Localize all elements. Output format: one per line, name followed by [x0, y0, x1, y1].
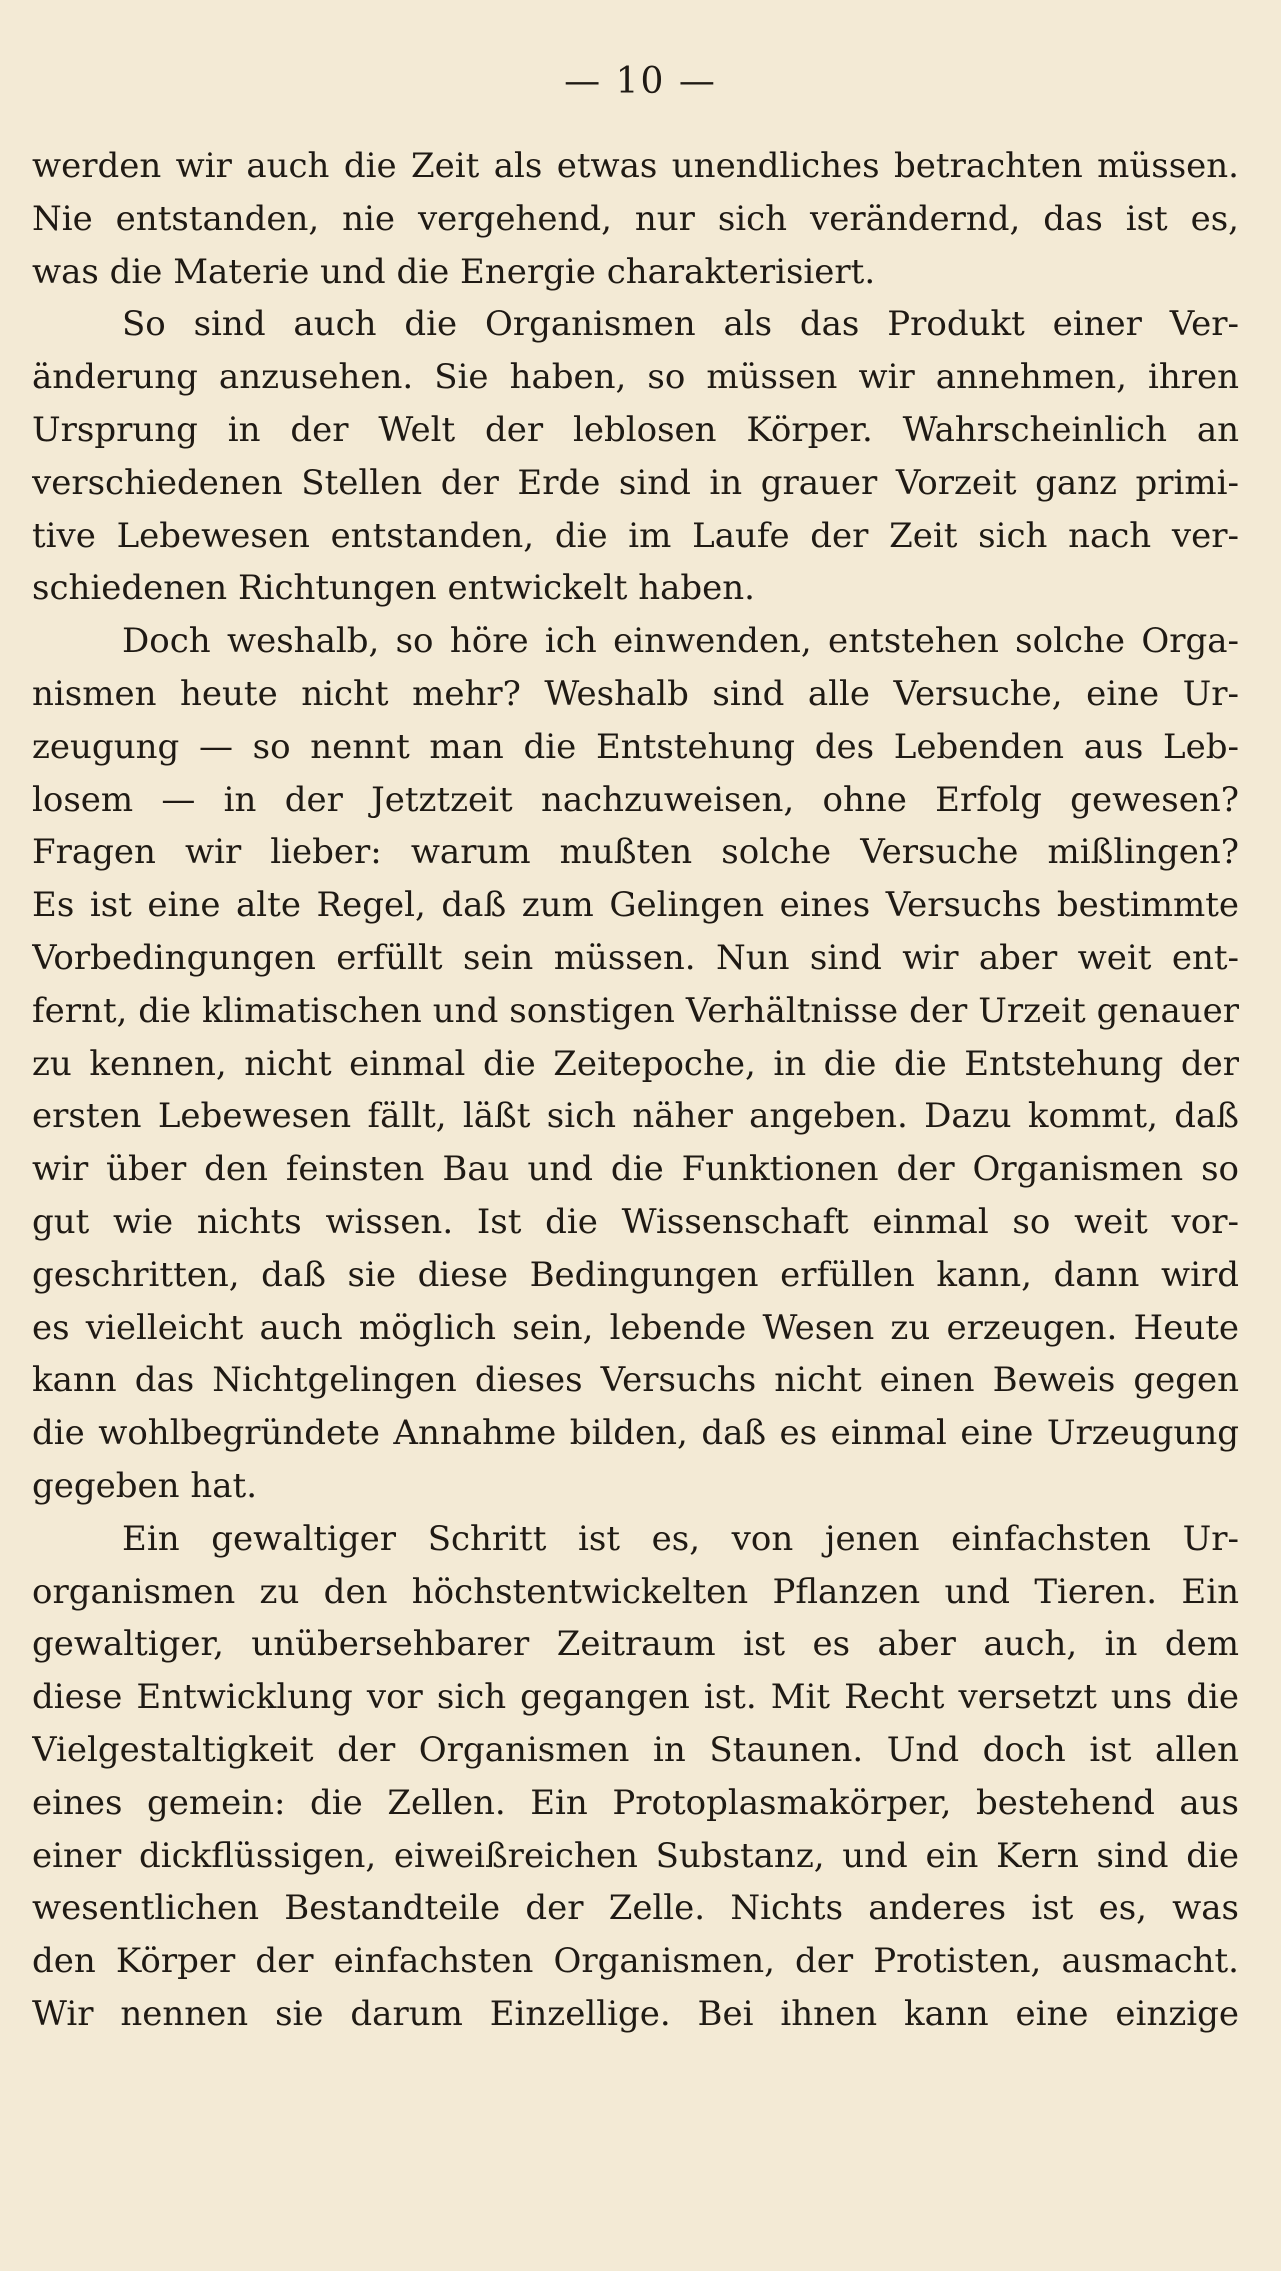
- text-line: verschiedenen Stellen der Erde sind in grauer Vorzeit ganz primi-: [32, 462, 1239, 503]
- text-line: Fragen wir lieber: warum mußten solche Versuche mißlingen?: [32, 832, 1239, 873]
- text-line: Vorbedingungen erfüllt sein müssen. Nun sind wir aber weit ent-: [32, 937, 1239, 978]
- text-line: nismen heute nicht mehr? Weshalb sind alle Versuche, eine Ur-: [32, 673, 1239, 714]
- text-line: So sind auch die Organismen als das Produkt einer Ver-: [122, 304, 1239, 345]
- text-line: eines gemein: die Zellen. Ein Protoplasmakörper, bestehend aus: [32, 1782, 1239, 1823]
- text-line: Es ist eine alte Regel, daß zum Gelingen eines Versuchs bestimmte: [32, 885, 1239, 926]
- text-line: Nie entstanden, nie vergehend, nur sich verändernd, das ist es,: [32, 198, 1239, 239]
- text-line: Ursprung in der Welt der leblosen Körper. Wahrscheinlich an: [32, 409, 1239, 450]
- text-line: gut wie nichts wissen. Ist die Wissenschaft einmal so weit vor-: [32, 1201, 1239, 1242]
- text-line: Vielgestaltigkeit der Organismen in Staunen. Und doch ist allen: [32, 1729, 1239, 1770]
- text-line: geschritten, daß sie diese Bedingungen erfüllen kann, dann wird: [32, 1254, 1239, 1295]
- text-line: organismen zu den höchstentwickelten Pflanzen und Tieren. Ein: [32, 1571, 1239, 1612]
- text-line: wesentlichen Bestandteile der Zelle. Nichts anderes ist es, was: [32, 1888, 1239, 1929]
- text-line: losem — in der Jetztzeit nachzuweisen, ohne Erfolg gewesen?: [32, 779, 1239, 820]
- text-line: es vielleicht auch möglich sein, lebende Wesen zu erzeugen. Heute: [32, 1307, 1239, 1348]
- text-line: Wir nennen sie darum Einzellige. Bei ihnen kann eine einzige: [32, 1993, 1239, 2034]
- text-line: gewaltiger, unübersehbarer Zeitraum ist es aber auch, in dem: [32, 1624, 1239, 1665]
- text-line: was die Materie und die Energie charakterisiert.: [32, 251, 876, 292]
- text-line: werden wir auch die Zeit als etwas unendliches betrachten müssen.: [32, 146, 1239, 186]
- body-text: [32, 140, 1239, 2041]
- text-line: einer dickflüssigen, eiweißreichen Substanz, und ein Kern sind die: [32, 1835, 1239, 1876]
- text-line: gegeben hat.: [32, 1465, 258, 1506]
- page-number: — 10 —: [564, 61, 717, 102]
- text-line: fernt, die klimatischen und sonstigen Verhältnisse der Urzeit genauer: [32, 990, 1239, 1031]
- text-line: zeugung — so nennt man die Entstehung des Lebenden aus Leb-: [32, 726, 1239, 767]
- text-line: kann das Nichtgelingen dieses Versuchs nicht einen Beweis gegen: [32, 1360, 1239, 1401]
- text-line: den Körper der einfachsten Organismen, der Protisten, ausmacht.: [32, 1941, 1239, 1982]
- text-line: zu kennen, nicht einmal die Zeitepoche, in die die Entstehung der: [32, 1043, 1239, 1084]
- text-line: tive Lebewesen entstanden, die im Laufe der Zeit sich nach ver-: [32, 515, 1239, 556]
- text-line: diese Entwicklung vor sich gegangen ist. Mit Recht versetzt uns die: [32, 1677, 1239, 1718]
- text-line: Ein gewaltiger Schritt ist es, von jenen einfachsten Ur-: [122, 1518, 1239, 1559]
- text-line: änderung anzusehen. Sie haben, so müssen wir annehmen, ihren: [32, 357, 1239, 398]
- text-line: Doch weshalb, so höre ich einwenden, entstehen solche Orga-: [122, 621, 1239, 662]
- text-line: wir über den feinsten Bau und die Funktionen der Organismen so: [32, 1149, 1239, 1190]
- text-line: ersten Lebewesen fällt, läßt sich näher angeben. Dazu kommt, daß: [32, 1096, 1239, 1137]
- text-line: die wohlbegründete Annahme bilden, daß es einmal eine Urzeugung: [32, 1413, 1239, 1454]
- text-line: schiedenen Richtungen entwickelt haben.: [32, 568, 755, 609]
